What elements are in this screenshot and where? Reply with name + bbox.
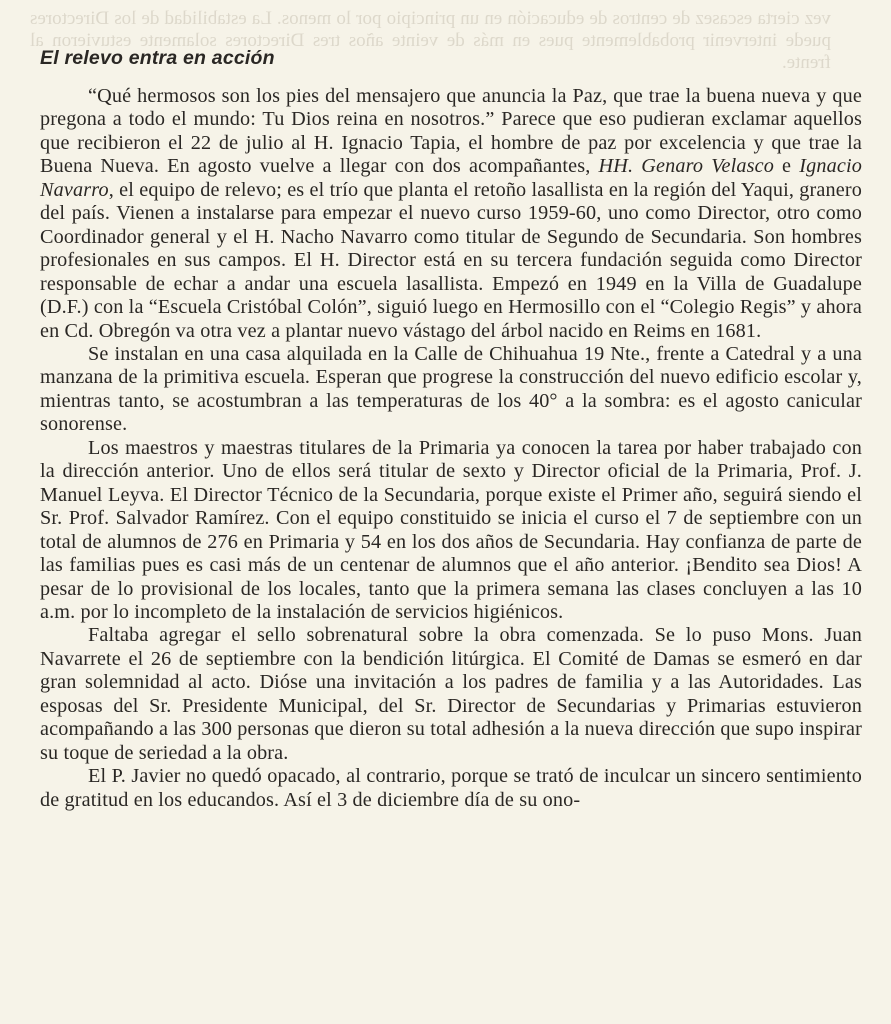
paragraph-1-text-b: e [773, 155, 800, 178]
paragraph-4-text: Faltaba agregar el sello sobrenatural sobre la obra comenzada. Se lo puso Mons. Juan Navarrete el 26 de septiembre con la bendición litúrgica. El Comité de Damas se esmeró en dar gran solemnidad al acto. Dióse una invitación a los padres de familia y a las Autoridades. Las esposas del Sr. Presidente Municipal, del Sr. Director de Secundarias y Primarias estuvieron acompañando a las 300 personas que dieron su total adhesión a la nueva dirección que supo inspirar su toque de seriedad a la obra. [40, 624, 862, 764]
paragraph-5 [40, 765, 862, 812]
paragraph-4 [40, 624, 862, 765]
name-ignacio-navarro: Ignacio Navarro [40, 155, 862, 201]
document-page [40, 44, 862, 812]
section-heading: El relevo entra en acción [40, 47, 275, 69]
paragraph-3 [40, 437, 862, 625]
paragraph-1-text-c: , el equipo de relevo; es el trío que planta el retoño lasallista en la región del Yaqui, granero del país. Vienen a instalarse para empezar el nuevo curso 1959-60, uno como Director, otro como Coordinador general y el H. Nacho Navarro como titular de Segundo de Secundaria. Son hombres profesionales en sus campos. El H. Director está en su tercera fundación seguida como Director responsable de echar a andar una escuela lasallista. Empezó en 1949 en la Villa de Guadalupe (D.F.) con la “Escuela Cristóbal Colón”, siguió luego en Hermosillo con el “Colegio Regis” y ahora en Cd. Obregón va otra vez a plantar nuevo vástago del árbol nacido en Reims en 1681. [40, 178, 862, 342]
section-body [40, 85, 862, 812]
paragraph-1 [40, 85, 862, 343]
paragraph-2-text: Se instalan en una casa alquilada en la Calle de Chihuahua 19 Nte., frente a Catedral y a una manzana de la primitiva escuela. Esperan que progrese la construcción del nuevo edificio escolar y, mientras tanto, se acostumbran a las temperaturas de los 40° a la sombra: es el agosto canicular sonorense. [40, 342, 862, 436]
paragraph-1-text-a: “Qué hermosos son los pies del mensajero que anuncia la Paz, que trae la buena nueva y que pregona a todo el mundo: Tu Dios reina en nosotros.” Parece que eso pudieran exclamar aquellos que recibieron el 22 de julio al H. Ignacio Tapia, el hombre de paz por excelencia y que trae la Buena Nueva. En agosto vuelve a llegar con dos acompañantes, [40, 85, 862, 178]
paragraph-5-text: El P. Javier no quedó opacado, al contrario, porque se trató de inculcar un sincero sentimiento de gratitud en los educandos. Así el 3 de diciembre día de su ono- [40, 765, 862, 811]
name-genaro-velasco: HH. Genaro Velasco [598, 155, 774, 178]
paragraph-3-text: Los maestros y maestras titulares de la Primaria ya conocen la tarea por haber trabajado con la dirección anterior. Uno de ellos será titular de sexto y Director oficial de la Primaria, Prof. J. Manuel Leyva. El Director Técnico de la Secundaria, porque existe el Primer año, seguirá siendo el Sr. Prof. Salvador Ramírez. Con el equipo constituido se inicia el curso el 7 de septiembre con un total de alumnos de 276 en Primaria y 54 en los dos años de Secundaria. Hay confianza de parte de las familias pues es casi más de un centenar de alumnos que el año anterior. ¡Bendito sea Dios! A pesar de lo provisional de los locales, tanto que la primera semana las clases concluyen a las 10 a.m. por lo incompleto de la instalación de servicios higiénicos. [40, 436, 862, 623]
bleed-through-paragraph: vez cierta escasez de centros de educación en un principio por lo menos. La estabilidad de los Directores puede intervenir probablemente pues en más de veinte años tres Directores solamente estuvieron al frente. [30, 8, 831, 73]
paragraph-2 [40, 343, 862, 437]
